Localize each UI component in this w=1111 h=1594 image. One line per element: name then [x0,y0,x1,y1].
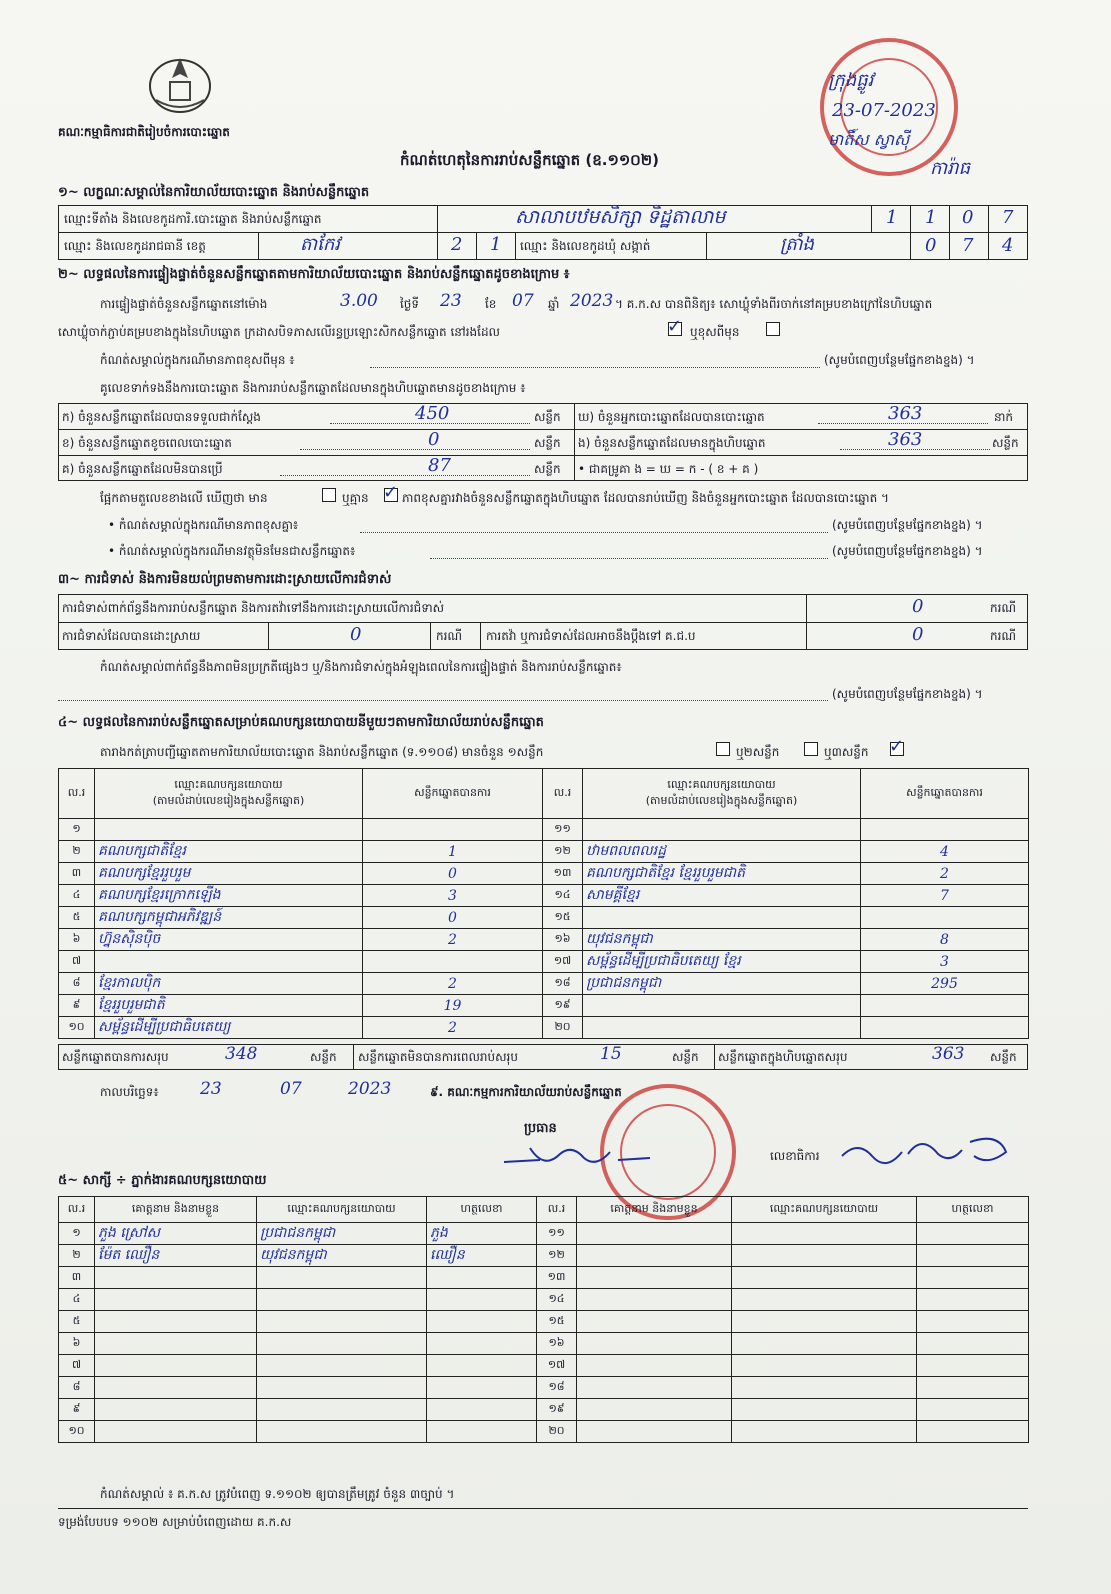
verify-line-d: ឆ្នាំ [548,297,560,311]
objection-row2-label2: ការតវ៉ា ឬការជំទាស់ដែលអាចនឹងប្តឹងទៅ គ.ជ.ប [486,629,696,643]
sheet-or3: ឬ៣សន្លឹក [824,745,869,759]
w-col-no-left: ល.រ [59,1197,95,1223]
witness-sign-cell [917,1399,1029,1421]
witness-name-cell [577,1311,732,1333]
commune-label: ឈ្មោះ និងលេខកូដឃុំ សង្កាត់ [520,239,651,253]
committee-label: ៩. គណៈកម្មការការិយាល័យរាប់សន្លឹកឆ្នោត [430,1085,622,1099]
witness-name-cell [577,1223,732,1245]
w-col-no-right: ល.រ [537,1197,577,1223]
witness-no-cell: ២ [59,1245,95,1267]
location-code-2: 1 [925,207,937,228]
table-row [59,863,1029,885]
province-code-2: 1 [490,234,502,255]
witness-sign-cell [427,1377,537,1399]
commune-value: ត្រាំង [780,234,814,255]
totals-row [58,1044,1028,1070]
figures-intro: គូលេខទាក់ទងនឹងការបោះឆ្នោត និងការរាប់សន្លឹកឆ្នោតដែលមានក្នុងហិបឆ្នោតមានដូចខាងក្រោម ៖ [100,381,526,395]
objection-row2-label: ការជំទាស់ដែលបានដោះស្រាយ [62,629,201,643]
party-name-cell [95,819,363,841]
party-no-cell: ១៣ [543,863,583,885]
witness-no-cell: ១៦ [537,1333,577,1355]
fig-b-value: 0 [428,429,440,450]
party-no-cell: ៧ [59,951,95,973]
note1-label: កំណត់សម្គាល់ក្នុងករណីមានភាពខុសពីមុន ៖ [100,353,295,367]
fig-d-label: ឃ) ចំនួនអ្នកបោះឆ្នោតដែលបានបោះឆ្នោត [578,410,765,424]
fig-a-unit: សន្លឹក [534,410,561,424]
party-votes-cell: 1 [363,841,543,863]
different-label: ឬខុសពីមុន [690,325,740,339]
chair-label: ប្រធាន [524,1121,557,1136]
witness-party-cell [732,1245,917,1267]
witness-sign-cell [917,1377,1029,1399]
total-box-unit: សន្លឹក [990,1050,1017,1064]
party-votes-cell: 8 [861,929,1029,951]
form-footer: ទម្រង់បែបបទ ១១០២ សម្រាប់បំពេញដោយ គ.ក.ស [58,1515,292,1529]
national-emblem-icon [140,48,220,118]
fig-b-unit: សន្លឹក [534,436,561,450]
fig-e-unit: សន្លឹក [992,436,1019,450]
party-votes-cell: 0 [363,863,543,885]
party-votes-cell: 3 [363,885,543,907]
fig-e-value: 363 [888,429,923,450]
witness-sign-cell [427,1333,537,1355]
section1-heading: ១~ លក្ខណៈសម្គាល់នៃការិយាល័យបោះឆ្នោត និងរាប់សន្លឹកឆ្នោត [58,185,370,200]
party-no-cell: ២ [59,841,95,863]
witness-party-cell [257,1421,427,1443]
date-label: កាលបរិច្ឆេទ៖ [100,1085,159,1099]
witness-table [58,1196,1029,1443]
total-valid-label: សន្លឹកឆ្នោតបានការសរុប [62,1050,169,1064]
table-row [59,907,1029,929]
party-no-cell: ១៨ [543,973,583,995]
party-name-cell: គណបក្សខ្មែរក្រោកឡើង [95,885,363,907]
witness-party-cell [257,1311,427,1333]
party-name-cell: សម្ព័ន្ធដើម្បីប្រជាធិបតេយ្យ ខ្មែរ [583,951,861,973]
witness-name-cell [95,1333,257,1355]
table-row [59,841,1029,863]
party-no-cell: ២០ [543,1017,583,1039]
witness-name-cell [577,1333,732,1355]
location-label: ឈ្មោះទីតាំង និងលេខកូដការិ.បោះឆ្នោត និងរាប់សន្លឹកឆ្នោត [64,212,322,226]
witness-name-cell [577,1289,732,1311]
party-votes-cell [363,951,543,973]
results-table [58,768,1029,1039]
party-name-cell: យុវជនកម្ពុជា [583,929,861,951]
secretary-label: លេខាធិការ [770,1149,820,1163]
witness-sign-cell [917,1421,1029,1443]
formula: • ជាគម្រូគា ង = ឃ = ក - ( ខ + គ ) [578,462,759,476]
witness-name-cell [95,1267,257,1289]
party-name-cell: ឋាមពលពលរដ្ឋ [583,841,861,863]
party-name-cell: សម្ព័ន្ធដើម្បីប្រជាធិបតេយ្យ [95,1017,363,1039]
party-votes-cell: 0 [363,907,543,929]
table-row [59,1377,1029,1399]
party-name-cell: សាមគ្គីខ្មែរ [583,885,861,907]
w-col-party-left: ឈ្មោះគណបក្សនយោបាយ [257,1197,427,1223]
form-title: កំណត់ហេតុនៃការរាប់សន្លឹកឆ្នោត (ឧ.១១០២) [400,151,660,169]
witness-party-cell [257,1399,427,1421]
w-col-sign-right: ហត្ថលេខា [917,1197,1029,1223]
witness-name-cell [577,1399,732,1421]
witness-sign-cell [427,1421,537,1443]
province-code-1: 2 [451,234,463,255]
w-col-sign-left: ហត្ថលេខា [427,1197,537,1223]
witness-name-cell [577,1421,732,1443]
witness-sign-cell [917,1311,1029,1333]
table-row [59,1355,1029,1377]
secretary-signature [838,1130,1018,1170]
fig-d-value: 363 [888,403,923,424]
table-row [59,1017,1029,1039]
bullet1-fill-more: (សូមបំពេញបន្ថែមផ្នែកខាងខ្នង) ។ [832,518,983,532]
verify-line-a: ការផ្ទៀងផ្ទាត់ចំនួនសន្លឹកឆ្នោតនៅម៉ោង [100,297,268,311]
signature-mark: ការ៉ាធ [930,158,970,179]
witness-name-cell: ម៉ែត ឈឿន [95,1245,257,1267]
col-party-right-title: ឈ្មោះគណបក្សនយោបាយ [667,777,776,791]
col-votes-right: សន្លឹកឆ្នោតបានការ [861,769,1029,819]
bullet1-label: • កំណត់សម្គាល់ក្នុងករណីមានភាពខុសគ្នា៖ [108,518,299,532]
bullet2-label: • កំណត់សម្គាល់ក្នុងករណីមានវត្ថុមិនមែនជាសន្លឹកឆ្នោត៖ [108,544,356,558]
witness-party-cell [732,1399,917,1421]
chair-signature [500,1140,660,1174]
party-votes-cell [861,819,1029,841]
party-no-cell: ៤ [59,885,95,907]
witness-sign-cell [917,1267,1029,1289]
location-code-4: 7 [1002,207,1014,228]
witness-name-cell [95,1355,257,1377]
witness-no-cell: ១៤ [537,1289,577,1311]
witness-no-cell: ២០ [537,1421,577,1443]
witness-party-cell [257,1377,427,1399]
party-no-cell: ៥ [59,907,95,929]
witness-party-cell [257,1333,427,1355]
witness-no-cell: ៣ [59,1267,95,1289]
party-votes-cell: 2 [861,863,1029,885]
party-name-cell [583,995,861,1017]
section5-heading: ៥~ សាក្សី ÷ ភ្នាក់ងារគណបក្សនយោបាយ [58,1173,267,1188]
party-name-cell: គណបក្សជាតិខ្មែរ [95,841,363,863]
party-name-cell [583,819,861,841]
witness-sign-cell [427,1355,537,1377]
party-no-cell: ១៧ [543,951,583,973]
note1-fill-more: (សូមបំពេញបន្ថែមផ្នែកខាងខ្នង) ។ [824,353,975,367]
witness-no-cell: ១៨ [537,1377,577,1399]
compare-or: ឬគ្មាន [342,491,369,505]
verify-line-2: សោឃ្លុំចាក់ភ្ជាប់គម្របខាងក្នុងនៃហិបឆ្នោត ក្រដាសបិទភាសលើរន្ធប្រឡោះសិកសន្លឹកឆ្នោត នៅរងដែល [58,325,500,339]
one-sheet-checkbox[interactable] [716,742,730,756]
party-name-cell: គណបក្សជាតិខ្មែរ ខ្មែររួបរួមជាតិ [583,863,861,885]
total-invalid-value: 15 [600,1044,622,1064]
fig-c-value: 87 [428,455,451,476]
fig-a-label: ក) ចំនួនសន្លឹកឆ្នោតដែលបានទទួលជាក់ស្តែង [62,410,261,424]
objection-row2-unit2: ករណី [990,629,1017,643]
witness-party-cell [257,1267,427,1289]
party-no-cell: ១៩ [543,995,583,1017]
no-diff-check-icon: ✓ [383,482,399,503]
compare-label: ផ្អែកតាមតួលេខខាងលើ ឃើញថា មាន [100,491,268,505]
witness-no-cell: ៩ [59,1399,95,1421]
stamp-handwriting-3: មាតិ៍ស ស្វាស៊ី [828,130,910,149]
has-diff-checkbox[interactable] [322,488,336,502]
w-col-name-left: គោត្តនាម និងនាមខ្លួន [95,1197,257,1223]
party-name-cell: ខ្មែរកាលប៉ិក [95,973,363,995]
w-col-party-right: ឈ្មោះគណបក្សនយោបាយ [732,1197,917,1223]
two-sheet-checkbox[interactable] [804,742,818,756]
witness-sign-cell [917,1333,1029,1355]
table-row [59,929,1029,951]
witness-name-cell [95,1377,257,1399]
table-row [59,995,1029,1017]
party-name-cell: ខ្មែររួបរួមជាតិ [95,995,363,1017]
sheet-count-line: តារាងកត់ត្រាបញ្ជីឆ្នោតតាមការិយាល័យបោះឆ្នោត និងរាប់សន្លឹកឆ្នោត (ទ.១១០៨) មានចំនួន ១សន្លឹក [100,745,544,759]
witness-party-cell [257,1289,427,1311]
fig-b-label: ខ) ចំនួនសន្លឹកឆ្នោតខូចពេលបោះឆ្នោត [62,436,232,450]
witness-no-cell: ៥ [59,1311,95,1333]
objection-fill-more: (សូមបំពេញបន្ថែមផ្នែកខាងខ្នង) ។ [832,687,983,701]
party-no-cell: ១២ [543,841,583,863]
province-value: តាកែវ [300,234,340,255]
witness-name-cell [577,1245,732,1267]
party-votes-cell: 4 [861,841,1029,863]
location-code-3: 0 [962,207,974,228]
witness-party-cell [732,1223,917,1245]
table-row [59,1223,1029,1245]
bullet2-fill-more: (សូមបំពេញបន្ថែមផ្នែកខាងខ្នង) ។ [832,544,983,558]
verify-line-c: ខែ [485,297,497,311]
party-votes-cell: 2 [363,929,543,951]
table-row [59,1421,1029,1443]
witness-name-cell [95,1421,257,1443]
witness-sign-cell [427,1399,537,1421]
province-label: ឈ្មោះ និងលេខកូដរាជធានី ខេត្ត [64,239,206,253]
witness-name-cell [577,1267,732,1289]
witness-name-cell: ភួង ស្រៅស [95,1223,257,1245]
witness-name-cell [95,1311,257,1333]
witness-no-cell: ១០ [59,1421,95,1443]
witness-no-cell: ៦ [59,1333,95,1355]
same-check-icon: ✓ [667,316,683,337]
party-name-cell: គណបក្សខ្មែររួបរួម [95,863,363,885]
witness-party-cell [732,1355,917,1377]
party-votes-cell [861,995,1029,1017]
party-no-cell: ១១ [543,819,583,841]
footnote: កំណត់សម្គាល់ ៖ គ.ក.ស ត្រូវបំពេញ ទ.១១០២ ឲ្យបានត្រឹមត្រូវ ចំនួន ៣ច្បាប់ ។ [100,1487,455,1501]
witness-no-cell: ១១ [537,1223,577,1245]
witness-sign-cell: ឈឿន [427,1245,537,1267]
party-votes-cell: 7 [861,885,1029,907]
party-votes-cell: 295 [861,973,1029,995]
objection-row2-value2: 0 [912,624,924,645]
party-votes-cell [363,819,543,841]
section2-heading: ២~ លទ្ធផលនៃការផ្ទៀងផ្ទាត់ចំនួនសន្លឹកឆ្នោតតាមការិយាល័យបោះឆ្នោត និងរាប់សន្លឹកឆ្នោតដូចខាងក្រោម ៖ [58,267,570,282]
party-name-cell: ប្រជាជនកម្ពុជា [583,973,861,995]
party-no-cell: ៨ [59,973,95,995]
witness-party-cell [732,1377,917,1399]
col-party-right-sub: (តាមលំដាប់លេខរៀងក្នុងសន្លឹកឆ្នោត) [645,793,798,807]
witness-party-cell [732,1311,917,1333]
party-votes-cell: 2 [363,1017,543,1039]
fig-e-label: ង) ចំនួនសន្លឹកឆ្នោតដែលមានក្នុងហិបឆ្នោត [578,436,766,450]
fig-a-value: 450 [415,403,450,424]
party-no-cell: ១៥ [543,907,583,929]
witness-sign-cell [917,1223,1029,1245]
table-row [59,885,1029,907]
total-invalid-label: សន្លឹកឆ្នោតមិនបានការពេលរាប់សរុប [358,1050,518,1064]
party-no-cell: ៦ [59,929,95,951]
witness-name-cell [95,1399,257,1421]
fig-c-label: គ) ចំនួនសន្លឹកឆ្នោតដែលមិនបានប្រើ [62,462,223,476]
witness-party-cell: ប្រជាជនកម្ពុជា [257,1223,427,1245]
witness-sign-cell [917,1289,1029,1311]
witness-no-cell: ១៥ [537,1311,577,1333]
date-day: 23 [200,1079,222,1099]
objection-row2-value: 0 [350,624,362,645]
col-party-left [95,769,363,819]
witness-no-cell: ១៩ [537,1399,577,1421]
verify-year: 2023 [570,291,614,311]
objection-row2-unit: ករណី [436,629,463,643]
party-no-cell: ៩ [59,995,95,1017]
witness-sign-cell [427,1311,537,1333]
objection-row1-unit: ករណី [990,601,1017,615]
sheet-or2: ឬ២សន្លឹក [736,745,780,759]
table-row [59,1267,1029,1289]
party-no-cell: ៣ [59,863,95,885]
table-row [59,1289,1029,1311]
verify-line-b: ថ្ងៃទី [400,297,420,311]
objection-row1-label: ការជំទាស់ពាក់ព័ន្ធនឹងការរាប់សន្លឹកឆ្នោត និងការតវ៉ាទៅនឹងការដោះស្រាយលើការជំទាស់ [62,601,445,615]
party-no-cell: ១៦ [543,929,583,951]
table-row [59,1311,1029,1333]
total-valid-value: 348 [225,1044,258,1064]
party-name-cell [583,907,861,929]
total-box-label: សន្លឹកឆ្នោតក្នុងហិបឆ្នោតសរុប [718,1050,848,1064]
objection-row1-value: 0 [912,596,924,617]
table-row [59,1399,1029,1421]
witness-sign-cell [917,1355,1029,1377]
section4-heading: ៤~ លទ្ធផលនៃការរាប់សន្លឹកឆ្នោតសម្រាប់គណបក្សនយោបាយនីមួយៗតាមការិយាល័យរាប់សន្លឹកឆ្នោត [58,715,544,730]
witness-party-cell [257,1355,427,1377]
col-no-right: ល.រ [543,769,583,819]
fig-d-unit: នាក់ [994,410,1014,424]
witness-no-cell: ១២ [537,1245,577,1267]
commune-code-3: 4 [1002,235,1014,256]
objection-note: កំណត់សម្គាល់ពាក់ព័ន្ធនឹងភាពមិនប្រក្រតីផ្សេងៗ ឬ/និងការជំទាស់ក្នុងអំឡុងពេលនៃការផ្ទៀងផ្ទាត់ និងការរាប់សន្លឹកឆ្នោត៖ [100,660,622,674]
col-party-right [583,769,861,819]
party-no-cell: ១០ [59,1017,95,1039]
witness-sign-cell [917,1245,1029,1267]
total-invalid-unit: សន្លឹក [672,1050,699,1064]
party-votes-cell: 19 [363,995,543,1017]
table-row [59,973,1029,995]
col-party-left-sub: (តាមលំដាប់លេខរៀងក្នុងសន្លឹកឆ្នោត) [152,793,305,807]
witness-sign-cell [427,1289,537,1311]
witness-no-cell: ៤ [59,1289,95,1311]
party-name-cell: ហ្វ៊ុនស៊ិនប៉ិច [95,929,363,951]
total-valid-unit: សន្លឹក [310,1050,337,1064]
col-party-left-title: ឈ្មោះគណបក្សនយោបាយ [174,777,283,791]
table-row [59,819,1029,841]
witness-sign-cell [427,1267,537,1289]
witness-party-cell [732,1289,917,1311]
party-votes-cell [861,1017,1029,1039]
verify-month: 07 [512,291,534,311]
party-name-cell [95,951,363,973]
w-col-name-right: គោត្តនាម និងនាមខ្លួន [577,1197,732,1223]
party-votes-cell: 3 [861,951,1029,973]
different-checkbox[interactable] [766,322,780,336]
witness-party-cell [732,1267,917,1289]
witness-no-cell: ១៧ [537,1355,577,1377]
date-month: 07 [280,1079,302,1099]
col-no-left: ល.រ [59,769,95,819]
witness-no-cell: ១៣ [537,1267,577,1289]
three-sheet-check-icon: ✓ [889,736,905,757]
compare-tail: ភាពខុសគ្នារវាងចំនួនសន្លឹកឆ្នោតក្នុងហិបឆ្នោត ដែលបានរាប់ឃើញ និងចំនួនអ្នកបោះឆ្នោត ដែលបានបោះឆ្នោត ។ [402,491,889,505]
witness-name-cell [577,1377,732,1399]
org-line: គណៈកម្មាធិការជាតិរៀបចំការបោះឆ្នោត [58,125,230,139]
table-row [59,951,1029,973]
stamp-handwriting-2: 23-07-2023 [832,100,936,121]
location-value: សាលាបឋមសិក្សា ទិដ្ឋតាលាម [515,206,726,228]
table-row [59,1333,1029,1355]
party-name-cell: គណបក្សកម្ពុជាអភិវឌ្ឍន៍ [95,907,363,929]
commune-code-1: 0 [925,235,937,256]
verify-time: 3.00 [340,291,378,311]
witness-name-cell [577,1355,732,1377]
verify-day: 23 [440,291,462,311]
party-votes-cell: 2 [363,973,543,995]
witness-party-cell: យុវជនកម្ពុជា [257,1245,427,1267]
verify-line-e: ។ គ.ក.ស បានពិនិត្យ៖ សោឃ្លុំទាំងពីរចាក់នៅគម្របខាងក្រៅនៃហិបឆ្នោត [615,297,933,311]
col-votes-left: សន្លឹកឆ្នោតបានការ [363,769,543,819]
witness-no-cell: ១ [59,1223,95,1245]
witness-no-cell: ៨ [59,1377,95,1399]
party-votes-cell [861,907,1029,929]
witness-party-cell [732,1333,917,1355]
fig-c-unit: សន្លឹក [534,462,561,476]
stamp-handwriting-1: ក្រុងធ្លូវ [828,70,874,91]
witness-party-cell [732,1421,917,1443]
witness-sign-cell: ភួង [427,1223,537,1245]
table-row [59,1245,1029,1267]
commune-code-2: 7 [962,235,974,256]
witness-no-cell: ៧ [59,1355,95,1377]
witness-name-cell [95,1289,257,1311]
party-no-cell: ១៤ [543,885,583,907]
location-code-1: 1 [886,207,898,228]
section3-heading: ៣~ ការជំទាស់ និងការមិនយល់ព្រមតាមការដោះស្រាយលើការជំទាស់ [58,572,392,587]
party-no-cell: ១ [59,819,95,841]
party-name-cell [583,1017,861,1039]
total-box-value: 363 [932,1044,965,1064]
date-year: 2023 [348,1079,392,1099]
